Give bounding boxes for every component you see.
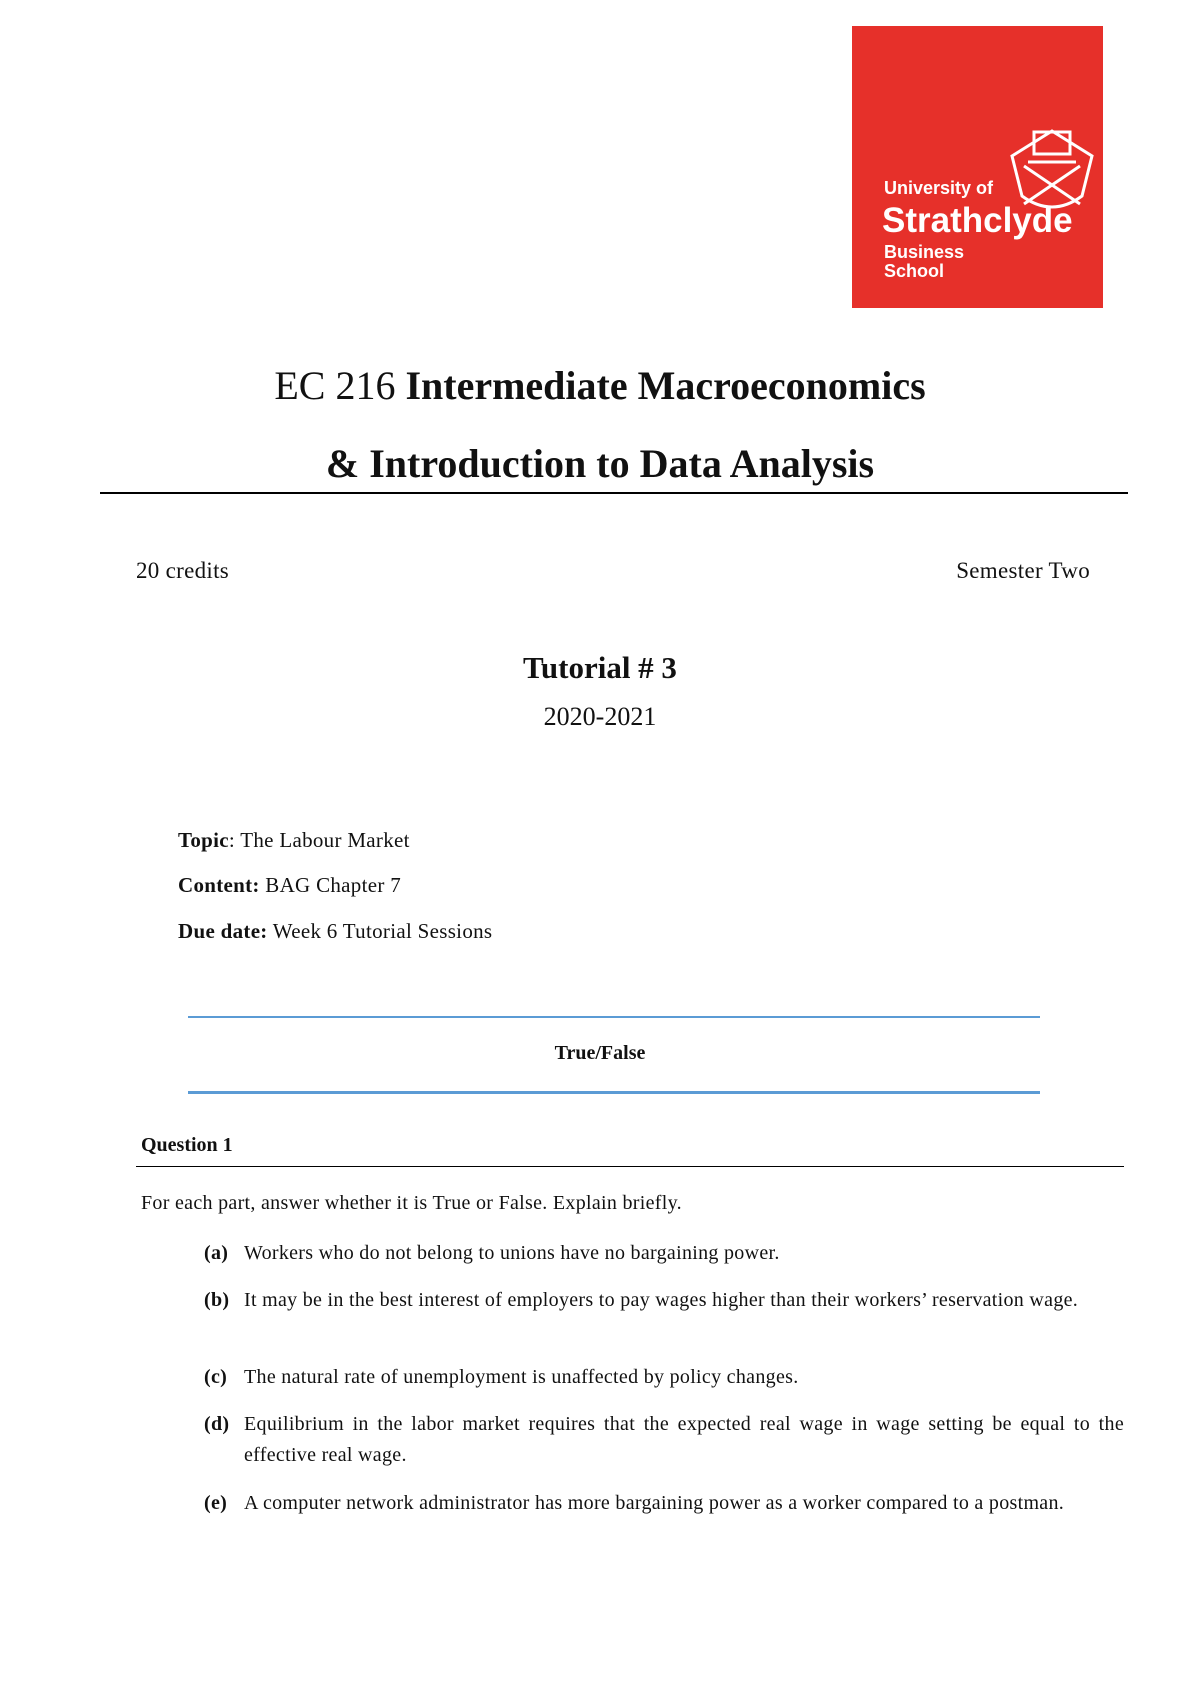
question-intro: For each part, answer whether it is True or False. Explain briefly.	[141, 1192, 682, 1214]
logo-line-4: School	[884, 261, 945, 281]
tutorial-title: Tutorial # 3	[523, 650, 677, 685]
item-label: (e)	[204, 1492, 228, 1514]
item-text: Equilibrium in the labor market requires that the expected real wage in wage setting be equal to the effective real wage.	[244, 1413, 1124, 1466]
title-divider	[100, 492, 1128, 494]
due-date-value: Week 6 Tutorial Sessions	[267, 919, 493, 943]
question-item-e	[204, 1488, 1124, 1519]
item-text: The natural rate of unemployment is unaffected by policy changes.	[244, 1366, 799, 1388]
question-item-a	[204, 1238, 1124, 1269]
course-title	[0, 362, 1200, 409]
section-rule-top	[188, 1016, 1040, 1018]
crest-icon	[1012, 131, 1092, 207]
logo-graphic	[852, 26, 1103, 308]
item-label: (a)	[204, 1242, 229, 1264]
course-subtitle: & Introduction to Data Analysis	[325, 441, 875, 486]
tutorial-year: 2020-2021	[543, 702, 657, 731]
topic-value: : The Labour Market	[228, 828, 410, 852]
logo-line-1: University of	[884, 178, 994, 198]
due-date-line	[178, 919, 492, 944]
university-logo	[852, 26, 1103, 308]
section-heading: True/False	[554, 1042, 646, 1064]
question-item-d	[204, 1409, 1124, 1471]
course-code: EC 216	[274, 363, 396, 408]
question-divider	[136, 1166, 1124, 1167]
section-rule-bottom	[188, 1091, 1040, 1094]
content-label: Content:	[178, 873, 260, 897]
topic-line	[178, 828, 410, 853]
item-label: (c)	[204, 1366, 228, 1388]
course-name: Intermediate Macroeconomics	[405, 363, 926, 408]
logo-line-2: Strathclyde	[882, 201, 1073, 240]
question-item-c	[204, 1362, 1124, 1393]
topic-label: Topic	[178, 828, 229, 852]
question-title: Question 1	[141, 1134, 233, 1156]
item-text: It may be in the best interest of employers to pay wages higher than their workers’ reservation wage.	[244, 1289, 1079, 1311]
semester-text: Semester Two	[956, 558, 1090, 583]
content-line	[178, 873, 401, 898]
item-label: (b)	[204, 1289, 230, 1311]
item-text: A computer network administrator has more bargaining power as a worker compared to a postman.	[244, 1492, 1065, 1514]
logo-line-3: Business	[884, 242, 965, 262]
question-item-b	[204, 1285, 1124, 1316]
content-value: BAG Chapter 7	[259, 873, 401, 897]
due-date-label: Due date:	[178, 919, 268, 943]
item-text: Workers who do not belong to unions have no bargaining power.	[244, 1242, 780, 1264]
item-label: (d)	[204, 1413, 230, 1435]
credits-text: 20 credits	[136, 558, 230, 583]
